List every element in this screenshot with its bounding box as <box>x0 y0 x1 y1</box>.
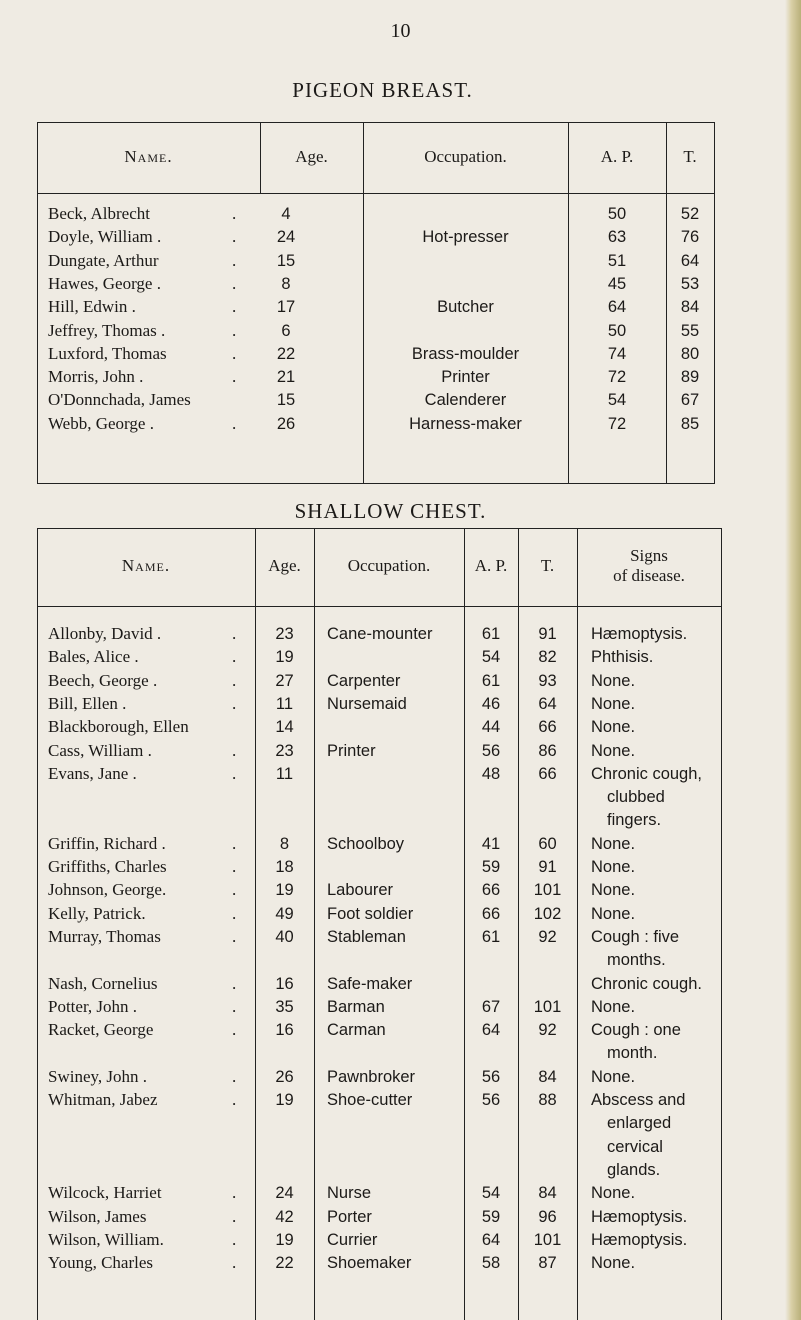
row-age: 24 <box>275 1184 294 1203</box>
row-signs: None. <box>591 834 636 853</box>
row-leader-dot: . <box>232 996 237 1016</box>
row-t: 52 <box>680 205 700 223</box>
row-occupation: Butcher <box>437 298 494 317</box>
row-ap: 72 <box>607 368 627 387</box>
header-ap: A. P. <box>600 147 634 166</box>
row-signs: Cough : five <box>591 927 680 946</box>
row-t: 66 <box>538 764 557 783</box>
row-signs: Hæmoptysis. <box>591 625 688 643</box>
row-age: 22 <box>275 1254 294 1273</box>
row-name: Allonby, David . <box>48 624 162 643</box>
row-age: 26 <box>276 414 296 433</box>
row-ap: 54 <box>481 648 501 667</box>
row-occupation: Currier <box>327 1230 378 1249</box>
row-signs: None. <box>591 741 636 760</box>
row-leader-dot: . <box>232 926 237 946</box>
row-leader-dot: . <box>232 1020 237 1040</box>
column-rule <box>314 528 315 1320</box>
row-ap: 46 <box>481 694 501 713</box>
row-t: 76 <box>680 228 700 247</box>
row-occupation: Hot-presser <box>422 228 509 247</box>
row-age: 14 <box>275 718 294 737</box>
row-name: Beck, Albrecht <box>48 204 150 223</box>
row-age: 15 <box>276 391 296 410</box>
row-occupation: Carpenter <box>327 671 401 690</box>
row-name: Morris, John . <box>48 367 144 387</box>
row-leader-dot: . <box>232 857 237 876</box>
header-rule <box>37 606 721 607</box>
row-leader-dot: . <box>232 1253 237 1273</box>
row-name: Beech, George . <box>48 670 158 690</box>
row-ap: 56 <box>481 1091 501 1109</box>
row-occupation: Calenderer <box>424 391 507 410</box>
row-t: 92 <box>538 1021 557 1040</box>
row-t: 92 <box>538 927 557 946</box>
column-rule <box>37 122 38 484</box>
row-name: Hill, Edwin . <box>48 297 136 317</box>
column-rule <box>577 528 578 1320</box>
header-name: Name. <box>124 147 173 166</box>
row-occupation: Nurse <box>327 1184 372 1203</box>
column-rule <box>721 528 722 1320</box>
row-t: 86 <box>538 741 557 760</box>
row-age: 19 <box>275 1230 294 1249</box>
row-signs: Abscess and <box>591 1091 686 1109</box>
row-age: 19 <box>275 1091 294 1109</box>
row-occupation: Porter <box>327 1207 372 1226</box>
row-name: Murray, Thomas <box>48 926 161 946</box>
table-bottom-rule <box>37 483 715 484</box>
row-t: 84 <box>680 298 700 317</box>
row-signs: clubbed <box>607 788 665 807</box>
row-name: Blackborough, Ellen <box>48 717 189 737</box>
row-occupation: Printer <box>441 368 490 387</box>
row-leader-dot: . <box>232 693 237 713</box>
row-occupation: Shoe-cutter <box>327 1091 413 1109</box>
row-occupation: Nursemaid <box>327 694 407 713</box>
row-ap: 48 <box>481 764 501 783</box>
row-leader-dot: . <box>232 833 237 853</box>
row-leader-dot: . <box>232 297 237 317</box>
page-edge <box>785 0 801 1320</box>
row-ap: 63 <box>607 228 627 247</box>
row-name: Bales, Alice . <box>48 647 139 667</box>
row-age: 8 <box>281 274 291 293</box>
row-name: Wilson, William. <box>48 1229 164 1249</box>
row-name: Whitman, Jabez <box>48 1090 158 1109</box>
row-leader-dot: . <box>232 1090 237 1109</box>
row-t: 87 <box>538 1254 557 1273</box>
row-signs: Phthisis. <box>591 648 654 667</box>
row-t: 64 <box>680 251 700 270</box>
row-age: 26 <box>275 1067 294 1086</box>
row-age: 49 <box>275 904 294 923</box>
row-age: 19 <box>275 881 294 900</box>
row-age: 19 <box>275 648 294 667</box>
row-t: 67 <box>680 391 700 410</box>
row-signs: glands. <box>607 1160 661 1179</box>
row-ap: 66 <box>481 881 501 900</box>
header-signs: Signs <box>630 546 668 565</box>
row-leader-dot: . <box>232 1183 237 1203</box>
row-signs: None. <box>591 1254 636 1273</box>
row-age: 8 <box>279 834 290 853</box>
table-top-rule <box>37 528 721 529</box>
row-leader-dot: . <box>232 973 237 993</box>
row-signs: None. <box>591 1184 636 1203</box>
row-name: Wilcock, Harriet <box>48 1183 162 1203</box>
row-ap: 51 <box>607 251 627 270</box>
row-occupation: Printer <box>327 741 376 760</box>
row-t: 101 <box>533 997 562 1016</box>
row-occupation: Cane-mounter <box>327 625 433 643</box>
row-signs: None. <box>591 694 636 713</box>
row-ap: 64 <box>481 1230 501 1249</box>
row-age: 18 <box>275 858 294 876</box>
row-age: 22 <box>276 344 296 363</box>
row-age: 17 <box>276 298 296 317</box>
header-occupation: Occupation. <box>347 556 431 575</box>
pigeon-breast-title: PIGEON BREAST. <box>292 78 473 102</box>
row-ap: 50 <box>607 205 627 223</box>
column-rule <box>37 528 38 1320</box>
row-name: Doyle, William . <box>48 227 162 247</box>
header-ap: A. P. <box>474 556 508 575</box>
row-ap: 56 <box>481 741 501 760</box>
row-age: 16 <box>275 1021 294 1040</box>
row-age: 42 <box>275 1207 294 1226</box>
row-leader-dot: . <box>232 903 237 923</box>
row-age: 4 <box>281 205 291 223</box>
row-ap: 64 <box>607 298 627 317</box>
row-age: 35 <box>275 997 294 1016</box>
row-occupation: Harness-maker <box>409 414 522 433</box>
row-age: 24 <box>276 228 296 247</box>
page-number: 10 <box>390 20 411 42</box>
row-ap: 72 <box>607 414 627 433</box>
header-t: T. <box>540 556 555 575</box>
row-ap: 56 <box>481 1067 501 1086</box>
row-ap: 45 <box>607 274 627 293</box>
row-signs: month. <box>607 1044 658 1063</box>
row-name: Luxford, Thomas <box>48 343 167 363</box>
row-leader-dot: . <box>232 647 237 667</box>
row-name: Young, Charles <box>48 1253 154 1273</box>
row-signs: None. <box>591 858 636 876</box>
row-age: 6 <box>281 321 291 340</box>
header-t: T. <box>683 147 697 166</box>
row-age: 21 <box>276 368 296 387</box>
row-ap: 50 <box>607 321 627 340</box>
row-signs: None. <box>591 904 636 923</box>
row-t: 101 <box>533 881 562 900</box>
row-leader-dot: . <box>232 367 237 387</box>
row-t: 53 <box>680 274 700 293</box>
row-occupation: Carman <box>327 1021 386 1040</box>
row-name: Griffiths, Charles <box>48 857 167 876</box>
header-occupation: Occupation. <box>424 147 507 166</box>
row-t: 60 <box>538 834 557 853</box>
row-ap: 59 <box>481 858 501 876</box>
row-occupation: Brass-moulder <box>411 344 520 363</box>
row-age: 23 <box>275 741 294 760</box>
row-ap: 74 <box>607 344 627 363</box>
row-signs: Chronic cough. <box>591 974 702 993</box>
row-leader-dot: . <box>232 1229 237 1249</box>
row-name: O'Donnchada, James <box>48 390 191 410</box>
row-signs: enlarged <box>607 1114 672 1133</box>
row-t: 96 <box>538 1207 557 1226</box>
row-signs: None. <box>591 997 636 1016</box>
row-ap: 61 <box>481 671 501 690</box>
row-age: 27 <box>275 671 294 690</box>
row-t: 80 <box>680 344 700 363</box>
row-signs: None. <box>591 671 636 690</box>
header-age: Age. <box>268 556 301 575</box>
row-age: 40 <box>275 927 294 946</box>
row-leader-dot: . <box>232 204 237 223</box>
header-age: Age. <box>295 147 328 166</box>
row-signs: None. <box>591 881 636 900</box>
row-occupation: Pawnbroker <box>327 1067 416 1086</box>
row-leader-dot: . <box>232 227 237 247</box>
row-ap: 41 <box>481 834 501 853</box>
row-t: 84 <box>538 1184 557 1203</box>
row-signs: Hæmoptysis. <box>591 1207 688 1226</box>
row-age: 23 <box>275 625 294 643</box>
row-leader-dot: . <box>232 273 237 293</box>
row-leader-dot: . <box>232 880 237 900</box>
row-age: 11 <box>275 694 294 713</box>
row-ap: 59 <box>481 1207 501 1226</box>
row-occupation: Schoolboy <box>327 834 405 853</box>
row-name: Webb, George . <box>48 413 154 433</box>
header-signs-2: of disease. <box>613 566 685 585</box>
row-leader-dot: . <box>232 320 237 340</box>
row-leader-dot: . <box>232 343 237 363</box>
row-occupation: Stableman <box>327 927 406 946</box>
row-leader-dot: . <box>232 670 237 690</box>
row-t: 55 <box>680 321 700 340</box>
row-ap: 64 <box>481 1021 501 1040</box>
row-ap: 54 <box>607 391 627 410</box>
row-leader-dot: . <box>232 1206 237 1226</box>
row-leader-dot: . <box>232 413 237 433</box>
row-t: 91 <box>538 858 557 876</box>
row-ap: 66 <box>481 904 501 923</box>
row-name: Nash, Cornelius <box>48 973 158 993</box>
row-t: 91 <box>538 625 557 643</box>
row-signs: Cough : one <box>591 1021 681 1040</box>
row-leader-dot: . <box>232 250 237 270</box>
row-name: Evans, Jane . <box>48 763 137 783</box>
row-t: 93 <box>538 671 557 690</box>
header-name: Name. <box>121 556 171 575</box>
header-rule <box>37 193 715 194</box>
row-signs: Hæmoptysis. <box>591 1230 688 1249</box>
table-top-rule <box>37 122 715 123</box>
row-signs: months. <box>607 951 666 970</box>
row-name: Kelly, Patrick. <box>48 903 146 923</box>
row-age: 11 <box>275 764 294 783</box>
shallow-chest-title: SHALLOW CHEST. <box>294 499 487 523</box>
row-t: 64 <box>538 694 557 713</box>
row-leader-dot: . <box>232 763 237 783</box>
row-age: 16 <box>275 974 294 993</box>
row-occupation: Foot soldier <box>327 904 414 923</box>
row-ap: 44 <box>481 718 501 737</box>
column-rule <box>714 122 715 484</box>
row-occupation: Shoemaker <box>327 1254 412 1273</box>
row-ap: 61 <box>481 927 501 946</box>
row-t: 84 <box>538 1067 557 1086</box>
row-name: Hawes, George . <box>48 273 161 293</box>
row-name: Racket, George <box>48 1020 154 1040</box>
row-t: 66 <box>538 718 557 737</box>
row-ap: 58 <box>481 1254 501 1273</box>
row-t: 89 <box>680 368 700 387</box>
row-occupation: Safe-maker <box>327 974 413 993</box>
row-name: Potter, John . <box>48 996 138 1016</box>
row-name: Swiney, John . <box>48 1066 148 1086</box>
row-ap: 54 <box>481 1184 501 1203</box>
row-name: Cass, William . <box>48 740 152 760</box>
row-name: Dungate, Arthur <box>48 250 159 270</box>
row-t: 102 <box>533 904 562 923</box>
row-name: Wilson, James <box>48 1206 147 1226</box>
row-t: 85 <box>680 414 700 433</box>
row-name: Bill, Ellen . <box>48 693 127 713</box>
row-name: Johnson, George. <box>48 880 167 900</box>
row-ap: 67 <box>481 997 501 1016</box>
row-t: 82 <box>538 648 557 667</box>
row-age: 15 <box>276 251 296 270</box>
row-name: Jeffrey, Thomas . <box>48 320 166 340</box>
row-signs: Chronic cough, <box>591 764 702 783</box>
row-signs: cervical <box>607 1137 663 1156</box>
row-signs: fingers. <box>607 811 662 830</box>
row-name: Griffin, Richard . <box>48 833 166 853</box>
row-occupation: Barman <box>327 997 385 1016</box>
row-signs: None. <box>591 1067 636 1086</box>
row-leader-dot: . <box>232 1066 237 1086</box>
row-t: 88 <box>538 1091 557 1109</box>
row-ap: 61 <box>481 625 501 643</box>
row-signs: None. <box>591 718 636 737</box>
row-t: 101 <box>533 1230 562 1249</box>
row-occupation: Labourer <box>327 881 394 900</box>
row-leader-dot: . <box>232 624 237 643</box>
row-leader-dot: . <box>232 740 237 760</box>
